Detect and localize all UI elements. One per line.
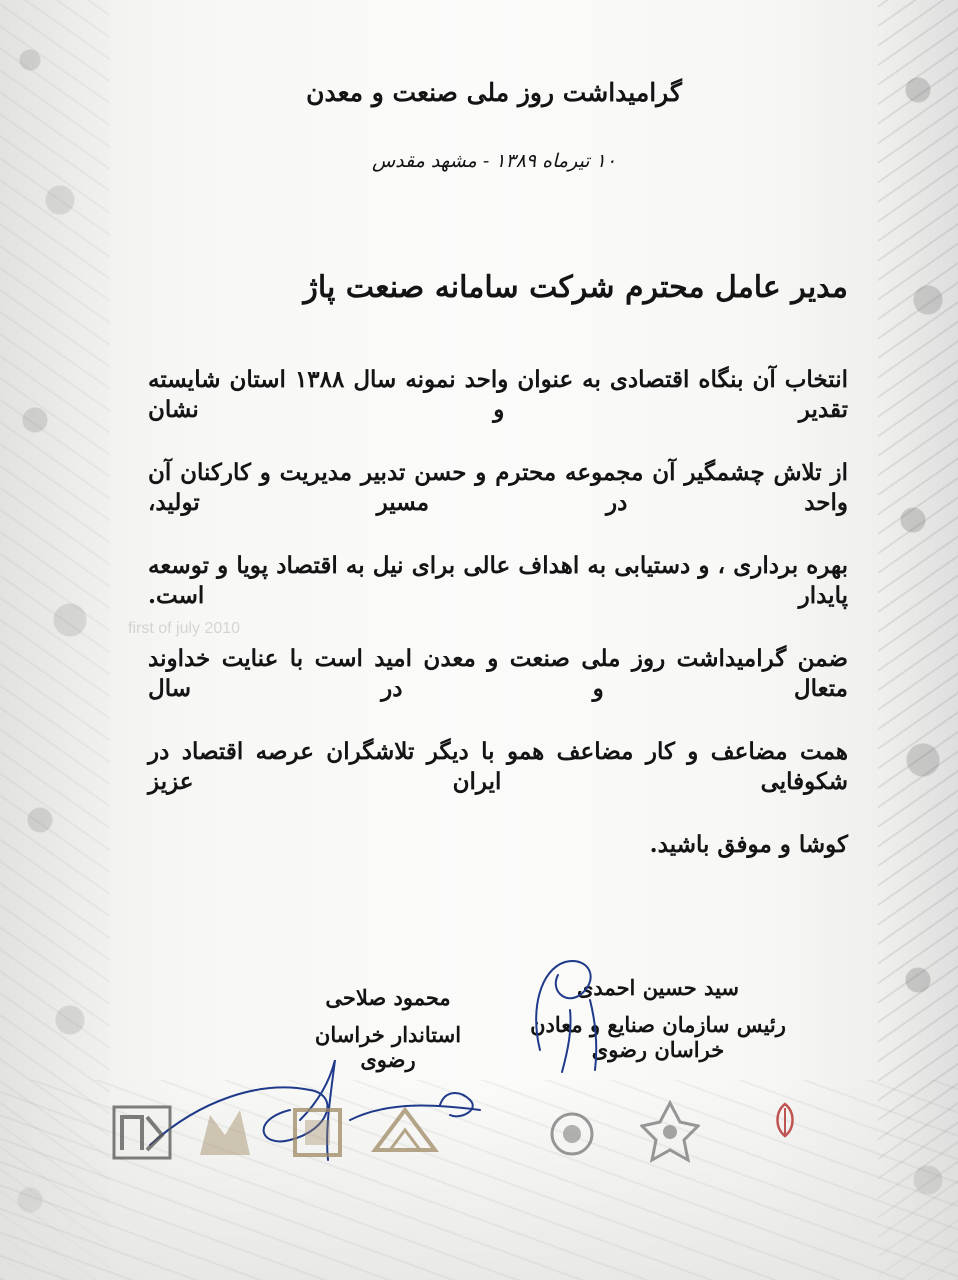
logo-2-icon (195, 1105, 255, 1160)
body-line: ضمن گرامیداشت روز ملی صنعت و معدن امید است با عنایت خداوند متعال و در سال (148, 645, 848, 702)
certificate-content (110, 0, 878, 1280)
logo-1-icon (112, 1105, 172, 1160)
logo-4-icon (370, 1100, 440, 1160)
signatory-name: سید حسین احمدی (576, 975, 740, 1000)
body-line: بهره برداری ، و دستیابی به اهداف عالی برای نیل به اقتصاد پویا و توسعه پایدار است. (148, 552, 848, 609)
certificate-body (148, 365, 848, 893)
body-line: همت مضاعف و کار مضاعف همو با دیگر تلاشگران عرصه اقتصاد در شکوفایی ایران عزیز (148, 738, 848, 795)
logo-3-icon (290, 1105, 345, 1160)
signatory-role: رئیس سازمان صنایع و معادن خراسان رضوی (530, 1012, 786, 1062)
signatory-name: محمود صلاحی (325, 985, 451, 1010)
recipient-line: مدیر عامل محترم شرکت سامانه صنعت پاژ (303, 270, 848, 305)
signature-block-left (288, 985, 488, 1072)
logo-5-icon (548, 1110, 596, 1158)
body-line: از تلاش چشمگیر آن مجموعه محترم و حسن تدبیر مدیریت و کارکنان آن واحد در مسیر تولید، (148, 459, 848, 516)
signature-block-right (508, 975, 808, 1062)
watermark-text: first of july 2010 (128, 620, 241, 637)
certificate-date: ۱۰ تیرماه ۱۳۸۹ - مشهد مقدس (371, 150, 617, 172)
body-line: انتخاب آن بنگاه اقتصادی به عنوان واحد نمونه سال ۱۳۸۸ استان شایسته تقدیر و نشان (148, 366, 848, 423)
iran-emblem-icon (765, 1100, 805, 1140)
certificate-title: گرامیداشت روز ملی صنعت و معدن (306, 78, 682, 107)
signatory-role: استاندار خراسان رضوی (314, 1022, 462, 1072)
body-line: کوشا و موفق باشید. (649, 831, 848, 858)
logo-6-icon (640, 1100, 700, 1165)
